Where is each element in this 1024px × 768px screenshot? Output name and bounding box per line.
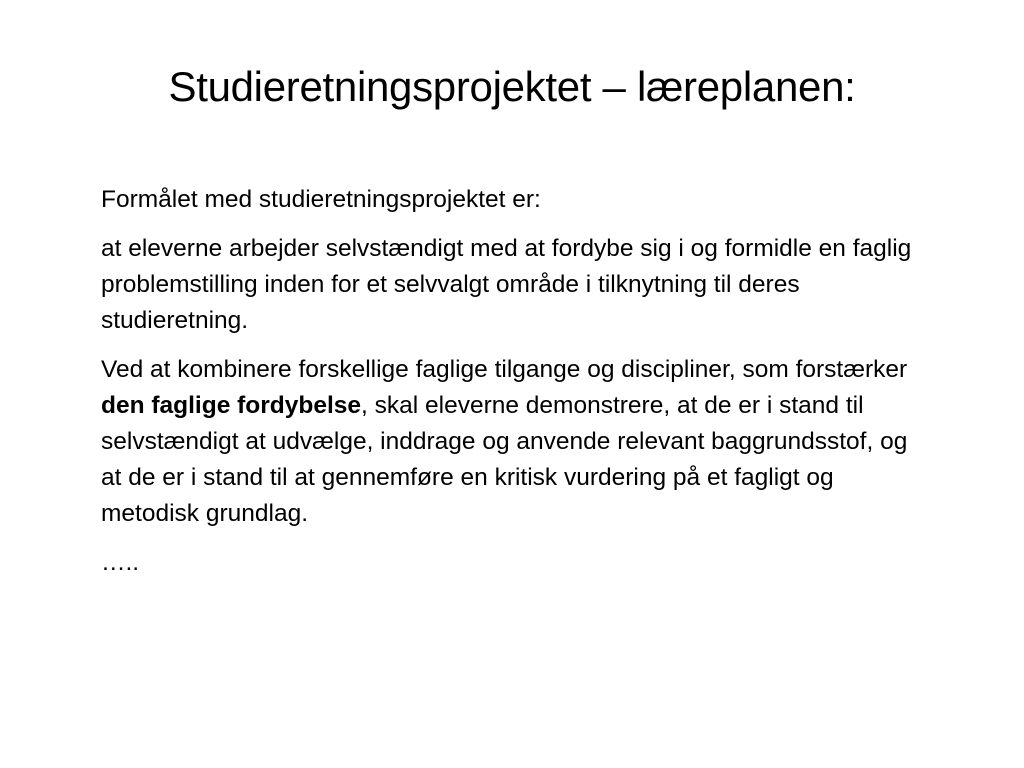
method-text-start: Ved at kombinere forskellige faglige tilgange og discipliner, som forstærker [101, 356, 908, 383]
method-paragraph [101, 352, 931, 532]
aim-paragraph: at eleverne arbejder selvstændigt med at fordybe sig i og formidle en faglig problemstilling inden for et selvvalgt område i tilknytning til deres studieretning. [101, 235, 912, 334]
method-text-end: , skal eleverne demonstrere, at de er i stand til selvstændigt at udvælge, inddrage og anvende relevant baggrundsstof, og at de er i stand til at gennemføre en kritisk vurdering på et fagligt og metodisk grundlag. [101, 392, 908, 527]
slide-title: Studieretningsprojektet – læreplanen: [168, 63, 856, 110]
ellipsis-paragraph: ….. [101, 549, 140, 576]
slide-body [101, 182, 931, 594]
method-emphasis: den faglige fordybelse [101, 392, 362, 419]
intro-paragraph: Formålet med studieretningsprojektet er: [101, 186, 541, 213]
